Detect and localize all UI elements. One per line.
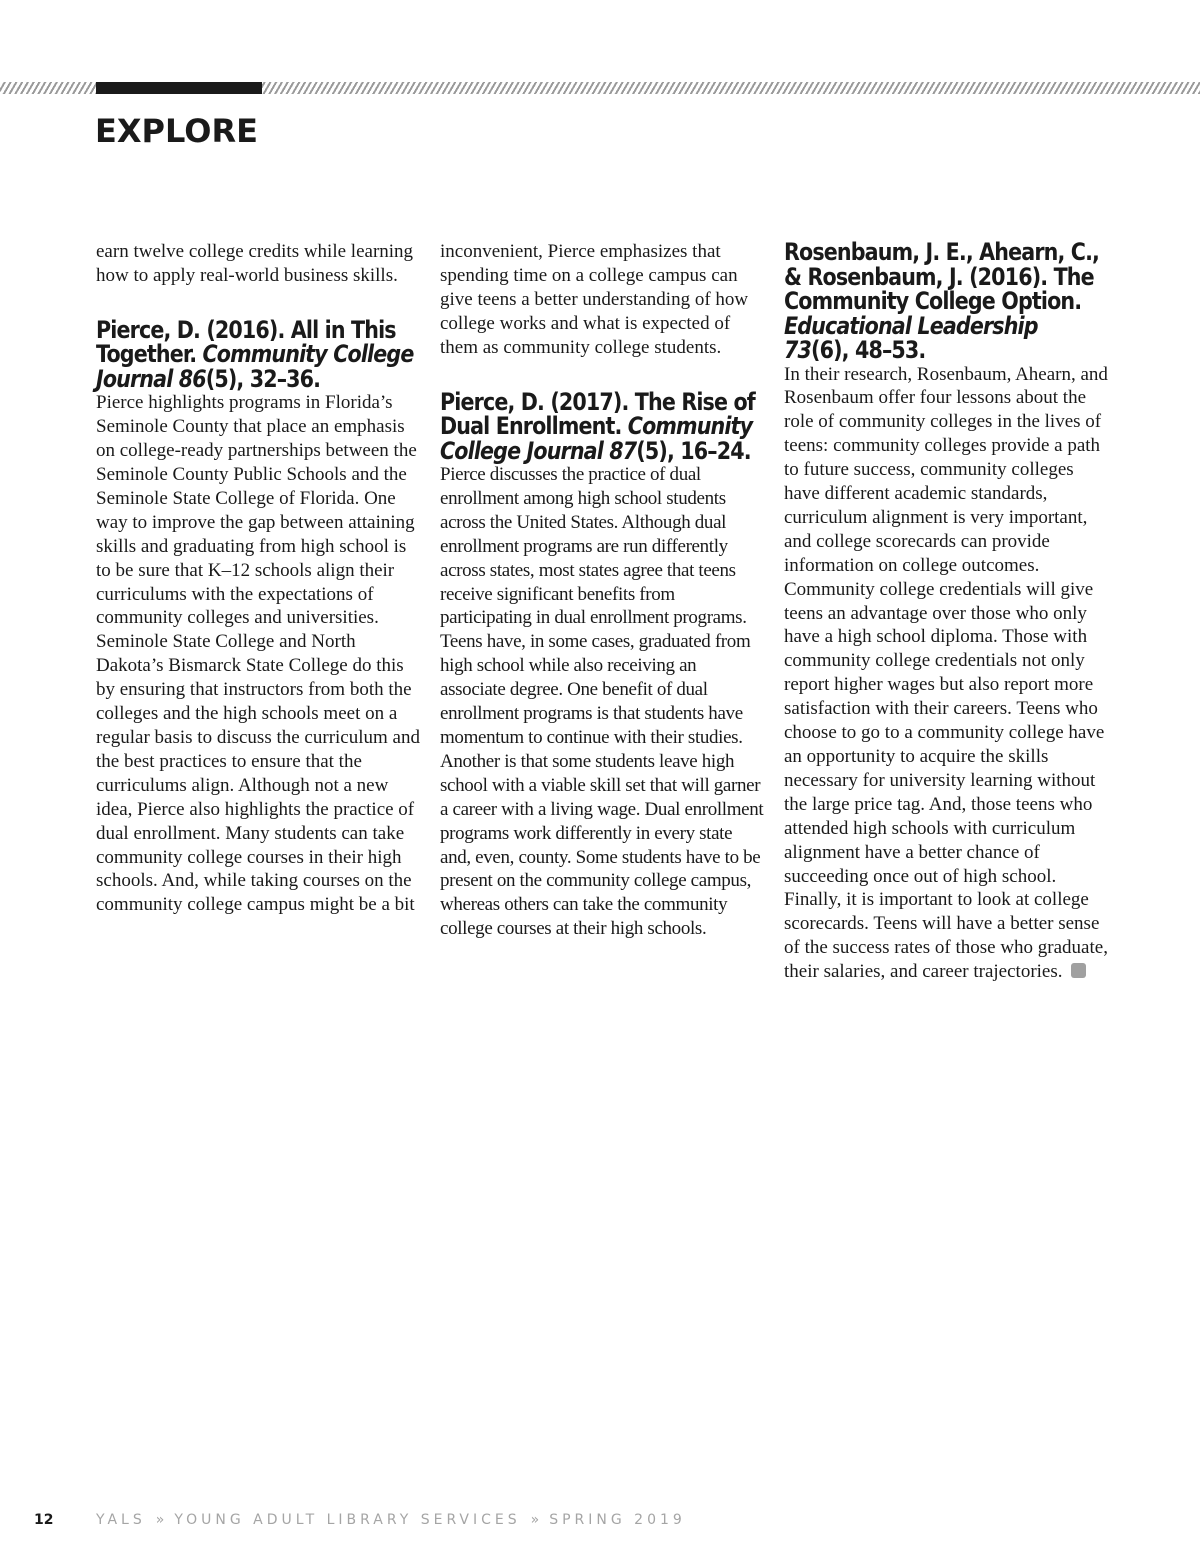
journal-title: Community College Journal 87 — [440, 412, 753, 465]
footer-issue: SPRING 2019 — [549, 1512, 686, 1528]
page-footer — [0, 1508, 1200, 1532]
annotation-body-wrap — [784, 363, 1108, 985]
end-of-article-mark-icon — [1071, 963, 1086, 978]
running-footer — [96, 1508, 686, 1532]
page-number: 12 — [34, 1512, 54, 1528]
footer-separator: » — [530, 1512, 540, 1528]
section-title: EXPLORE — [95, 112, 258, 150]
citation-heading: Pierce, D. (2017). The Rise of Dual Enrollment. Community College Journal 87(5), 16–24. — [440, 387, 755, 465]
annotation-body: In their research, Rosenbaum, Ahearn, and Rosenbaum offer four lessons about the role of community colleges in the lives of teens: community colleges provide a path to future success, community colleges have different academic standards, curriculum alignment is very important, and college scorecards can provide information on college outcomes. Community college credentials will give teens an advantage over those who only have a high school diploma. Those with community college credentials not only report higher wages but also report more satisfaction with their careers. Teens who choose to go to a community college have an opportunity to acquire the skills necessary for university learning without the large price tag. And, those teens who attended high schools with curriculum alignment have a better chance of succeeding once out of high school. Finally, it is important to look at college scorecards. Teens will have a better sense of the success rates of those who graduate, their salaries, and career trajectories. — [784, 363, 1108, 983]
continued-text: earn twelve college credits while learning how to apply real-world business skills. — [96, 241, 414, 286]
citation-heading: Pierce, D. (2016). All in This Together. Community College Journal 86(5), 32–36. — [96, 315, 414, 393]
footer-journal-name: YOUNG ADULT LIBRARY SERVICES — [174, 1512, 521, 1528]
annotation-body: Pierce highlights programs in Florida’s Seminole County that place an emphasis on college-ready partnerships between the Seminole County Public Schools and the Seminole State College of Florida. One way to improve the gap between attaining skills and graduating from high school is to be sure that K–12 schools align their curriculums with the expectations of community colleges and universities. Seminole State College and North Dakota’s Bismarck State College do this by ensuring that instructors from both the colleges and the high schools meet on a regular basis to discuss the curriculum and the best practices to ensure that the curriculums align. Although not a new idea, Pierce also highlights the practice of dual enrollment. Many students can take community college courses in their high schools. And, while taking courses on the community college campus might be a bit — [96, 392, 420, 916]
section-bar — [96, 82, 262, 94]
footer-journal-abbrev: YALS — [96, 1512, 146, 1528]
column-2 — [440, 240, 764, 941]
journal-title: Educational Leadership 73 — [784, 311, 1038, 364]
column-1 — [96, 240, 420, 917]
footer-separator: » — [155, 1512, 165, 1528]
annotation-body: Pierce discusses the practice of dual enrollment among high school students across the United States. Although dual enrollment programs are run differently across states, most states agree that teens receive significant benefits from participating in dual enrollment programs. Teens have, in some cases, graduated from high school while also receiving an associate degree. One benefit of dual enrollment programs is that students have momentum to continue with their studies. Another is that some students leave high school with a viable skill set that will garner a career with a living wage. Dual enrollment programs work differently in every state and, even, county. Some students have to be present on the community college campus, whereas others can take the community college courses at their high schools. — [440, 464, 764, 940]
column-3 — [784, 240, 1108, 984]
journal-title: Community College Journal 86 — [96, 340, 414, 393]
continued-text: inconvenient, Pierce emphasizes that spending time on a college campus can give teens a better understanding of how college works and what is expected of them as community college students. — [440, 241, 749, 358]
citation-heading: Rosenbaum, J. E., Ahearn, C., & Rosenbaum, J. (2016). The Community College Option. Educational Leadership 73(6), 48–53. — [784, 238, 1100, 364]
